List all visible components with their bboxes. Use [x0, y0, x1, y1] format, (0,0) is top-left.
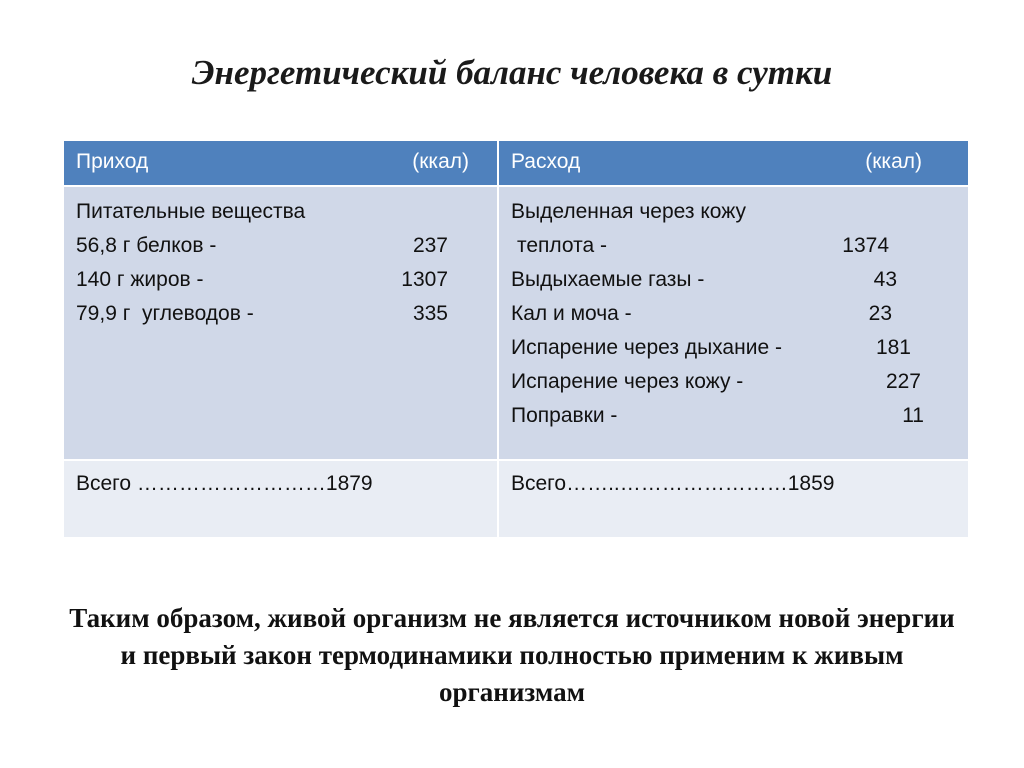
expense-item-label: Испарение через дыхание -	[511, 336, 782, 359]
table-body-row	[64, 185, 968, 459]
header-income-unit: (ккал)	[412, 150, 469, 173]
income-item-label: 56,8 г белков -	[76, 234, 217, 257]
expense-item	[511, 297, 892, 331]
income-item	[76, 263, 448, 297]
expense-item-label: Испарение через кожу -	[511, 370, 744, 393]
income-item-label: 79,9 г углеводов -	[76, 302, 254, 325]
expense-item	[511, 229, 889, 263]
table-total-row	[64, 459, 968, 537]
expense-item	[511, 399, 924, 433]
header-expense-cell	[499, 141, 968, 185]
conclusion-text: Таким образом, живой организм не является источником новой энергии и первый закон термодинамики полностью применим к живым организмам	[69, 603, 955, 707]
income-total: Всего ………………………1879	[76, 472, 373, 495]
expense-total-cell	[499, 461, 968, 537]
header-expense-unit: (ккал)	[865, 150, 922, 173]
expense-item-label: Поправки -	[511, 404, 618, 427]
expense-item-value: 227	[885, 370, 921, 393]
income-item	[76, 297, 448, 331]
income-item-value: 1307	[401, 268, 448, 291]
expense-item-label: Выдыхаемые газы -	[511, 268, 705, 291]
income-item-label: 140 г жиров -	[76, 268, 204, 291]
expense-item	[511, 263, 897, 297]
expense-item	[511, 331, 911, 365]
expense-item-value: 11	[902, 404, 924, 427]
header-income-cell	[64, 141, 499, 185]
income-item-value: 237	[412, 234, 448, 257]
income-heading-text: Питательные вещества	[76, 200, 306, 223]
header-income-label: Приход	[76, 150, 149, 173]
slide-title: Энергетический баланс человека в сутки	[191, 53, 833, 92]
expense-item-value: 1374	[842, 234, 889, 257]
expense-heading	[511, 195, 925, 229]
expense-cell	[499, 187, 968, 459]
expense-item-label: теплота -	[517, 234, 608, 257]
income-cell	[64, 187, 499, 459]
income-item-value: 335	[412, 302, 448, 325]
expense-item-value: 23	[868, 302, 892, 325]
expense-item-value: 43	[873, 268, 897, 291]
table-header-row	[64, 141, 968, 185]
income-heading	[76, 195, 448, 229]
expense-item	[511, 365, 921, 399]
expense-item-label: Кал и моча -	[511, 302, 632, 325]
expense-item-value: 181	[875, 336, 911, 359]
expense-total: Всего……..……………………1859	[511, 472, 835, 495]
income-item	[76, 229, 448, 263]
header-expense-label: Расход	[511, 150, 581, 173]
expense-heading-text: Выделенная через кожу	[511, 200, 746, 223]
income-total-cell	[64, 461, 499, 537]
energy-balance-table	[64, 141, 968, 537]
